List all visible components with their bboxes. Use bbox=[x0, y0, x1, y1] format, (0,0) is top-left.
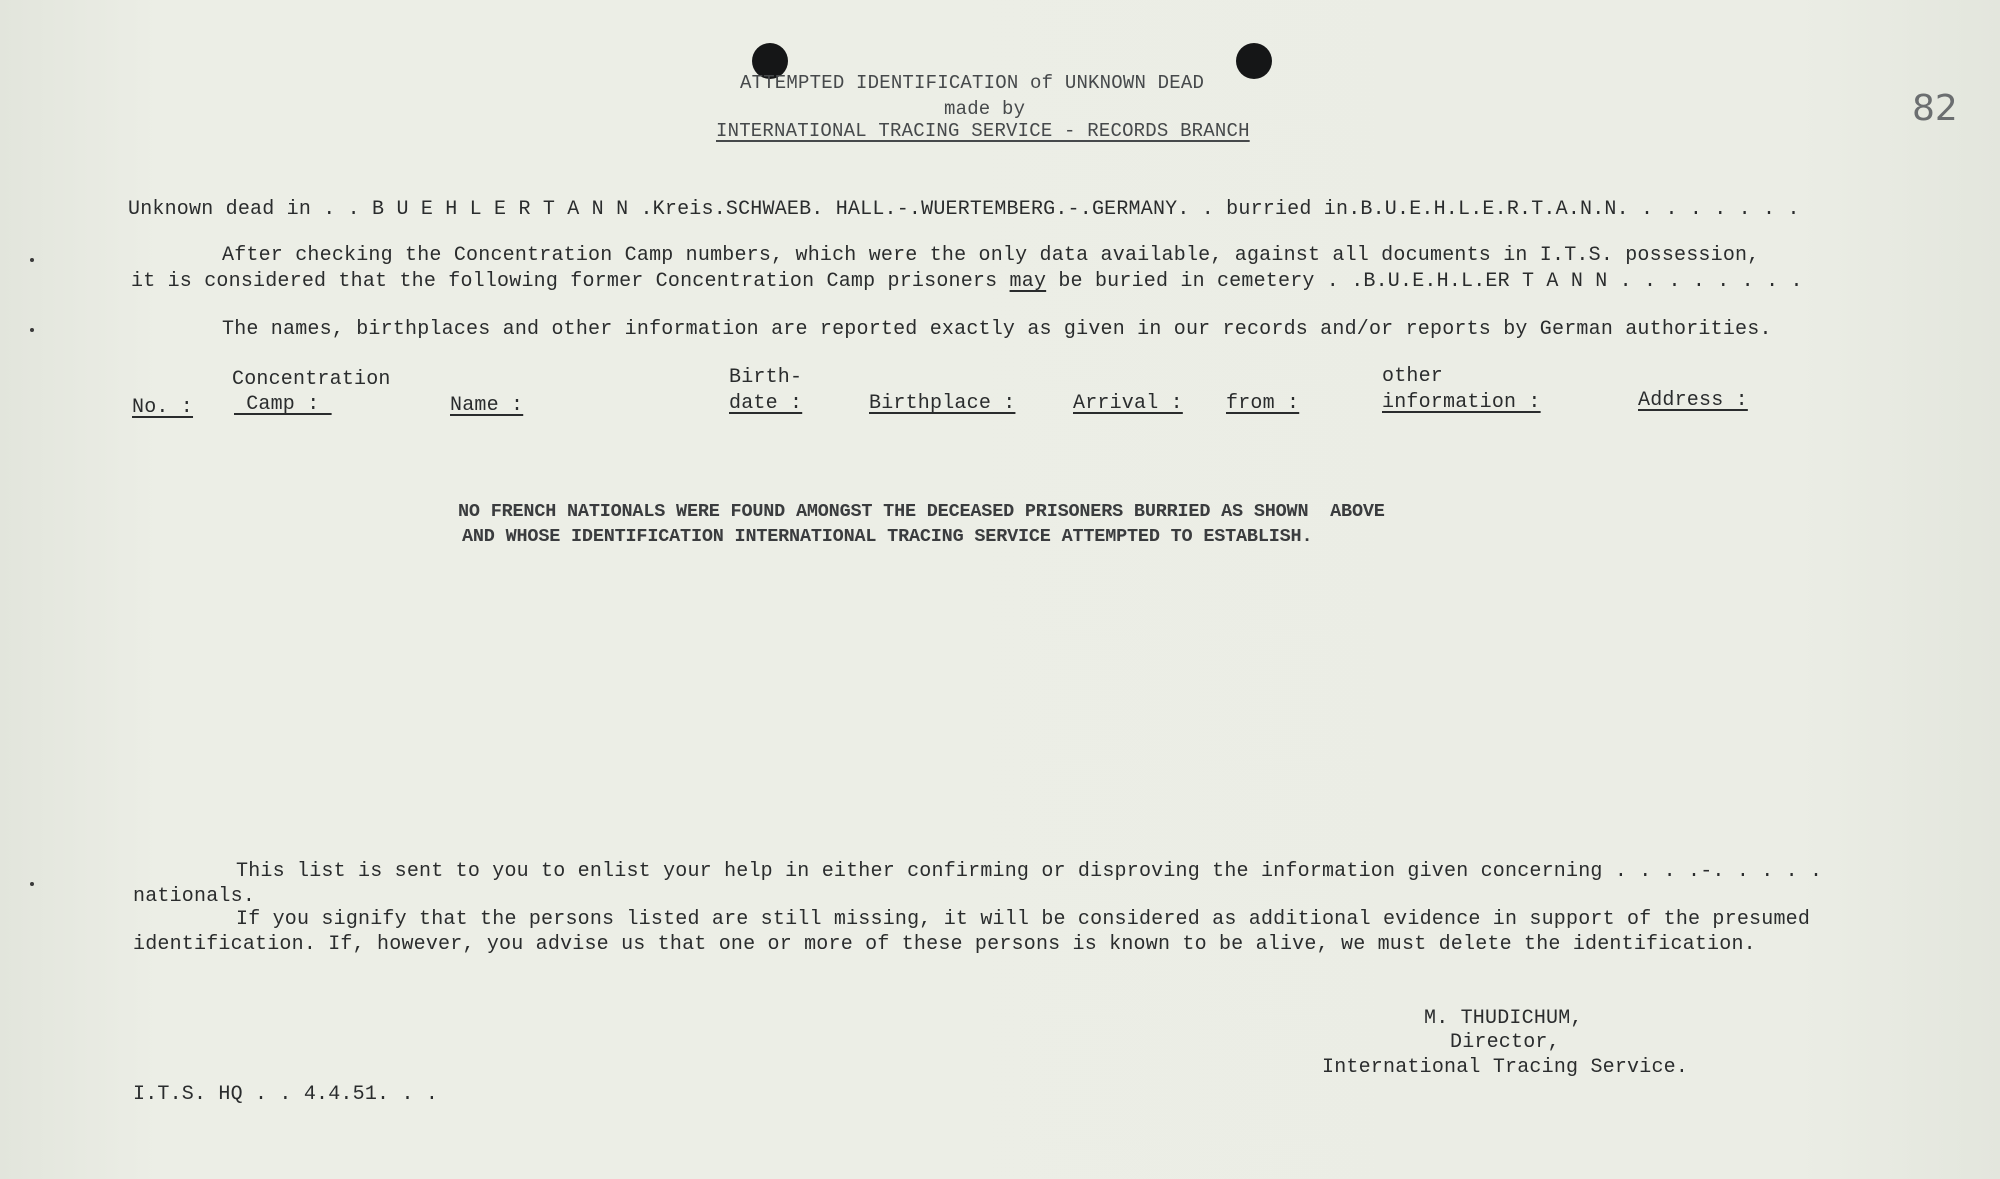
footer-reference: I.T.S. HQ . . 4.4.51. . . bbox=[133, 1083, 439, 1106]
checking-paragraph-line1: After checking the Concentration Camp numbers, which were the only data available, against all documents in I.T.S. possession, bbox=[222, 244, 1760, 267]
column-birthplace: Birthplace : bbox=[869, 392, 1016, 415]
margin-mark bbox=[30, 882, 34, 886]
column-arrival: Arrival : bbox=[1073, 392, 1183, 415]
column-camp-top: Concentration bbox=[232, 368, 391, 391]
notice-line1: NO FRENCH NATIONALS WERE FOUND AMONGST THE DECEASED PRISONERS BURRIED AS SHOWN ABOVE bbox=[458, 501, 1385, 522]
missing-paragraph-line1: If you signify that the persons listed are still missing, it will be considered as additional evidence in support of the presumed bbox=[236, 908, 1811, 931]
punch-hole-right bbox=[1236, 43, 1272, 79]
column-birthdate-top: Birth- bbox=[729, 366, 803, 389]
column-from: from : bbox=[1226, 392, 1300, 415]
checking-paragraph-line2: it is considered that the following former Concentration Camp prisoners may be buried in cemetery . .B.U.E.H.L.ER T A N N . . . . . . . . bbox=[131, 270, 1803, 293]
column-birthdate: date : bbox=[729, 392, 803, 415]
column-camp: Camp : bbox=[234, 393, 332, 416]
signature-name: M. THUDICHUM, bbox=[1424, 1007, 1583, 1030]
page-number: 82 bbox=[1912, 88, 1958, 129]
column-name: Name : bbox=[450, 394, 524, 417]
organization-heading: INTERNATIONAL TRACING SERVICE - RECORDS BRANCH bbox=[716, 120, 1250, 142]
location-line: Unknown dead in . . B U E H L E R T A N N .Kreis.SCHWAEB. HALL.-.WUERTEMBERG.-.GERMANY. . burried in.B.U.E.H.L.E.R.T.A.N.N. . . . . . . . bbox=[128, 198, 1800, 221]
made-by: made by bbox=[944, 98, 1026, 120]
column-other-information: information : bbox=[1382, 391, 1541, 414]
signature-title: Director, bbox=[1450, 1031, 1560, 1054]
help-paragraph-line2: nationals. bbox=[133, 885, 256, 908]
column-other-top: other bbox=[1382, 365, 1444, 388]
document-title: ATTEMPTED IDENTIFICATION of UNKNOWN DEAD bbox=[740, 72, 1205, 94]
column-no: No. : bbox=[132, 396, 194, 419]
missing-paragraph-line2: identification. If, however, you advise us that one or more of these persons is known to be alive, we must delete the identification. bbox=[133, 933, 1756, 956]
notice-line2: AND WHOSE IDENTIFICATION INTERNATIONAL TRACING SERVICE ATTEMPTED TO ESTABLISH. bbox=[462, 526, 1313, 547]
margin-mark bbox=[30, 258, 34, 262]
margin-mark bbox=[30, 328, 34, 332]
signature-organization: International Tracing Service. bbox=[1322, 1056, 1689, 1079]
help-paragraph-line1: This list is sent to you to enlist your help in either confirming or disproving the information given concerning . . . .-. . . . . bbox=[236, 860, 1823, 883]
column-address: Address : bbox=[1638, 389, 1748, 412]
names-paragraph: The names, birthplaces and other information are reported exactly as given in our records and/or reports by German authorities. bbox=[222, 318, 1772, 341]
